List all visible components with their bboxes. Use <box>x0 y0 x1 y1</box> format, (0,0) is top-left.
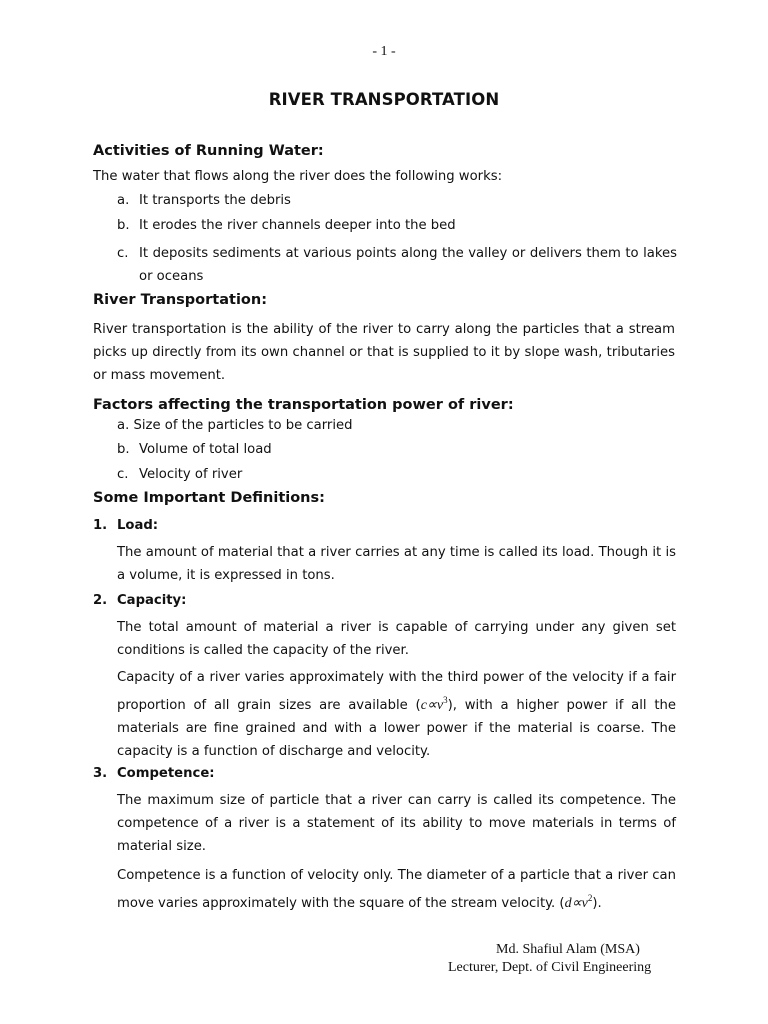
list-marker: a. <box>117 193 130 208</box>
list-item-text: It transports the debris <box>139 193 291 208</box>
list-marker: a. <box>117 418 130 433</box>
definition-capacity-label <box>93 589 186 612</box>
competence-formula <box>564 893 593 911</box>
formula-exponent: 2 <box>587 893 593 903</box>
definition-term: Competence: <box>117 766 215 781</box>
document-title: RIVER TRANSPORTATION <box>268 90 500 109</box>
competence-text-after: ). <box>592 896 602 911</box>
definition-competence-text-1: The maximum size of particle that a river can carry is called its competence. The competence of a river is a statement of its ability to move materials in terms of material size. <box>117 793 676 854</box>
factors-item-a <box>117 414 352 437</box>
definition-number: 2. <box>93 593 108 608</box>
list-item-text: It erodes the river channels deeper into the bed <box>139 218 456 233</box>
list-marker: c. <box>117 246 129 261</box>
footer-position: Lecturer, Dept. of Civil Engineering <box>448 960 652 975</box>
definitions-heading: Some Important Definitions: <box>93 490 325 506</box>
list-item-text: It deposits sediments at various points along the valley or delivers them to lakes or oceans <box>139 246 677 284</box>
definition-capacity-text-2 <box>117 666 676 763</box>
definition-load-text: The amount of material that a river carries at any time is called its load. Though it is a volume, it is expressed in tons. <box>117 545 676 583</box>
list-marker: c. <box>117 467 129 482</box>
activities-intro: The water that flows along the river does the following works: <box>93 169 503 184</box>
definition-load-label <box>93 514 158 537</box>
definition-competence-text-2 <box>117 864 676 915</box>
definition-term: Capacity: <box>117 593 187 608</box>
definition-capacity-text-1: The total amount of material a river is capable of carrying under any given set conditions is called the capacity of the river. <box>117 620 676 658</box>
factors-item-c <box>117 463 242 486</box>
formula-base: c∝v <box>420 698 444 713</box>
activities-item-b <box>117 214 456 237</box>
formula-exponent: 3 <box>443 695 448 705</box>
page-number: - 1 - <box>372 44 396 59</box>
factors-heading: Factors affecting the transportation power of river: <box>93 397 514 413</box>
activities-item-c <box>117 242 677 288</box>
definition-number: 3. <box>93 766 108 781</box>
factors-item-b <box>117 438 272 461</box>
list-marker: b. <box>117 218 130 233</box>
definition-number: 1. <box>93 518 108 533</box>
list-item-text: Volume of total load <box>139 442 272 457</box>
capacity-formula <box>420 695 448 713</box>
formula-base: d∝v <box>564 896 588 911</box>
list-item-text: Velocity of river <box>139 467 243 482</box>
list-item-text: Size of the particles to be carried <box>133 418 353 433</box>
capacity-text-before: Capacity of a river varies approximately with the third power of the velocity if a fair proportion of all grain sizes are available ( <box>117 670 676 713</box>
activities-item-a <box>117 189 291 212</box>
river-transportation-text: River transportation is the ability of the river to carry along the particles that a stream picks up directly from its own channel or that is supplied to it by slope wash, tributaries or mass movement. <box>93 322 675 383</box>
footer-author: Md. Shafiul Alam (MSA) <box>496 942 640 957</box>
definition-competence-label <box>93 762 215 785</box>
definition-term: Load: <box>117 518 159 533</box>
activities-heading: Activities of Running Water: <box>93 143 324 159</box>
capacity-text-after: ), with a higher power if all the materials are fine grained and with a lower power if the material is coarse. The capacity is a function of discharge and velocity. <box>117 698 676 759</box>
river-transportation-heading: River Transportation: <box>93 292 267 308</box>
list-marker: b. <box>117 442 130 457</box>
competence-text-before: Competence is a function of velocity only. The diameter of a particle that a river can move varies approximately with the square of the stream velocity. ( <box>117 868 676 911</box>
